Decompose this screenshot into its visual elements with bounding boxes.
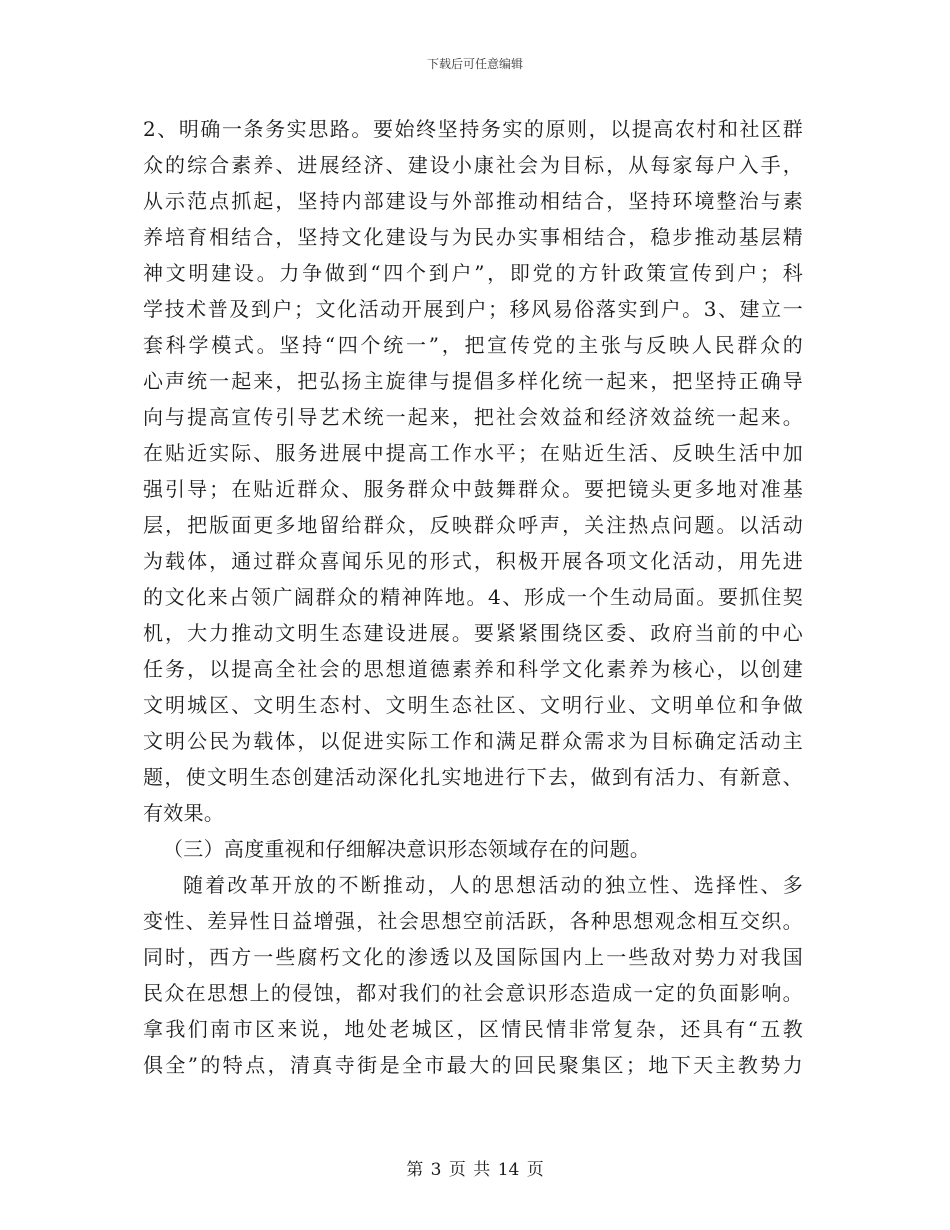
text-line: 层，把版面更多地留给群众，反映群众呼声，关注热点问题。以活动 bbox=[143, 513, 803, 537]
text-line: 机，大力推动文明生态建设进展。要紧紧围绕区委、政府当前的中心 bbox=[143, 621, 803, 645]
text-line: 有效果。 bbox=[143, 801, 225, 825]
text-line: 向与提高宣传引导艺术统一起来，把社会效益和经济效益统一起来。 bbox=[143, 405, 803, 429]
page-header-note: 下载后可任意编辑 bbox=[426, 57, 523, 71]
text-line: 变性、差异性日益增强，社会思想空前活跃，各种思想观念相互交织。 bbox=[143, 909, 803, 933]
text-line: 拿我们南市区来说，地处老城区，区情民情非常复杂，还具有“五教 bbox=[143, 1017, 803, 1041]
text-line: 文明公民为载体，以促进实际工作和满足群众需求为目标确定活动主 bbox=[143, 729, 803, 753]
text-line: 民众在思想上的侵蚀，都对我们的社会意识形态造成一定的负面影响。 bbox=[143, 981, 803, 1005]
text-line: 在贴近实际、服务进展中提高工作水平；在贴近生活、反映生活中加 bbox=[143, 441, 803, 465]
text-line: 任务，以提高全社会的思想道德素养和科学文化素养为核心，以创建 bbox=[143, 657, 803, 681]
document-body bbox=[143, 111, 803, 1083]
text-line: 养培育相结合，坚持文化建设与为民办实事相结合，稳步推动基层精 bbox=[143, 225, 803, 249]
text-line: 神文明建设。力争做到“四个到户”，即党的方针政策宣传到户；科 bbox=[143, 261, 803, 285]
text-line: 的文化来占领广阔群众的精神阵地。4、形成一个生动局面。要抓住契 bbox=[143, 585, 803, 609]
section-heading: （三）高度重视和仔细解决意识形态领域存在的问题。 bbox=[163, 837, 651, 861]
text-line: 题，使文明生态创建活动深化扎实地进行下去，做到有活力、有新意、 bbox=[143, 765, 803, 789]
text-line: 从示范点抓起，坚持内部建设与外部推动相结合，坚持环境整治与素 bbox=[143, 189, 803, 213]
text-line: 文明城区、文明生态村、文明生态社区、文明行业、文明单位和争做 bbox=[143, 693, 803, 717]
text-line: 学技术普及到户；文化活动开展到户；移风易俗落实到户。3、建立一 bbox=[143, 297, 803, 321]
text-line: 为载体，通过群众喜闻乐见的形式，积极开展各项文化活动，用先进 bbox=[143, 549, 803, 573]
text-line: 强引导；在贴近群众、服务群众中鼓舞群众。要把镜头更多地对准基 bbox=[143, 477, 803, 501]
text-line: 随着改革开放的不断推动，人的思想活动的独立性、选择性、多 bbox=[183, 873, 803, 897]
text-line: 同时，西方一些腐朽文化的渗透以及国际国内上一些敌对势力对我国 bbox=[143, 945, 803, 969]
text-line: 套科学模式。坚持“四个统一”，把宣传党的主张与反映人民群众的 bbox=[143, 333, 803, 357]
text-line: 众的综合素养、进展经济、建设小康社会为目标，从每家每户入手， bbox=[143, 153, 803, 177]
text-line: 2、明确一条务实思路。要始终坚持务实的原则，以提高农村和社区群 bbox=[143, 117, 803, 141]
text-line: 心声统一起来，把弘扬主旋律与提倡多样化统一起来，把坚持正确导 bbox=[143, 369, 803, 393]
text-line: 俱全”的特点，清真寺街是全市最大的回民聚集区；地下天主教势力 bbox=[143, 1053, 803, 1077]
page-number: 第 3 页 共 14 页 bbox=[406, 1160, 544, 1180]
